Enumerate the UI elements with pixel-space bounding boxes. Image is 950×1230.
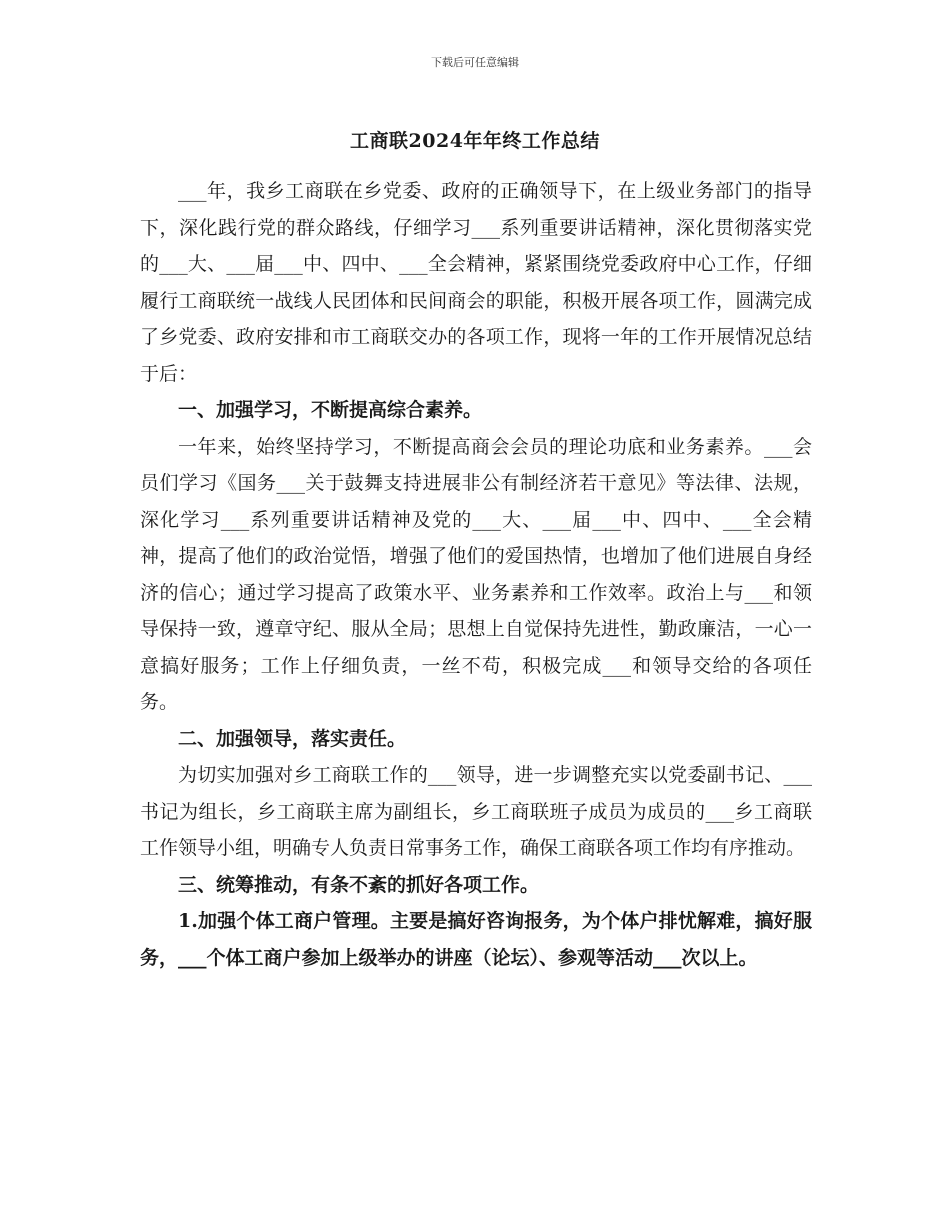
document-body <box>140 173 812 976</box>
section-2-paragraph: 为切实加强对乡工商联工作的___领导，进一步调整充实以党委副书记、___书记为组长，乡工商联主席为副组长，乡工商联班子成员为成员的___乡工商联工作领导小组，明确专人负责日常事务工作，确保工商联各项工作均有序推动。 <box>140 764 812 859</box>
document-title: 工商联2024年年终工作总结 <box>350 130 600 152</box>
section-heading-1: 一、加强学习，不断提高综合素养。 <box>178 399 483 421</box>
header-note: 下载后可任意编辑 <box>431 56 519 69</box>
section-1-paragraph: 一年来，始终坚持学习，不断提高商会会员的理论功底和业务素养。___会员们学习《国务___关于鼓舞支持进展非公有制经济若干意见》等法律、法规，深化学习___系列重要讲话精神及党的___大、___届___中、四中、___全会精神，提高了他们的政治觉悟，增强了他们的爱国热情，也增加了他们进展自身经济的信心；通过学习提高了政策水平、业务素养和工作效率。政治上与___和领导保持一致，遵章守纪、服从全局；思想上自觉保持先进性，勤政廉洁，一心一意搞好服务；工作上仔细负责，一丝不苟，积极完成___和领导交给的各项任务。 <box>140 435 812 713</box>
item-1-paragraph: 1.加强个体工商户管理。主要是搞好咨询报务，为个体户排忧解难，搞好服务，___个体工商户参加上级举办的讲座（论坛）、参观等活动___次以上。 <box>140 910 812 969</box>
section-heading-3: 三、统筹推动，有条不紊的抓好各项工作。 <box>178 873 540 896</box>
section-heading-2: 二、加强领导，落实责任。 <box>178 727 407 750</box>
intro-paragraph: ___年，我乡工商联在乡党委、政府的正确领导下，在上级业务部门的指导下，深化践行党的群众路线，仔细学习___系列重要讲话精神，深化贯彻落实党的___大、___届___中、四中、___全会精神，紧紧围绕党委政府中心工作，仔细履行工商联统一战线人民团体和民间商会的职能，积极开展各项工作，圆满完成了乡党委、政府安排和市工商联交办的各项工作，现将一年的工作开展情况总结于后： <box>140 180 812 385</box>
